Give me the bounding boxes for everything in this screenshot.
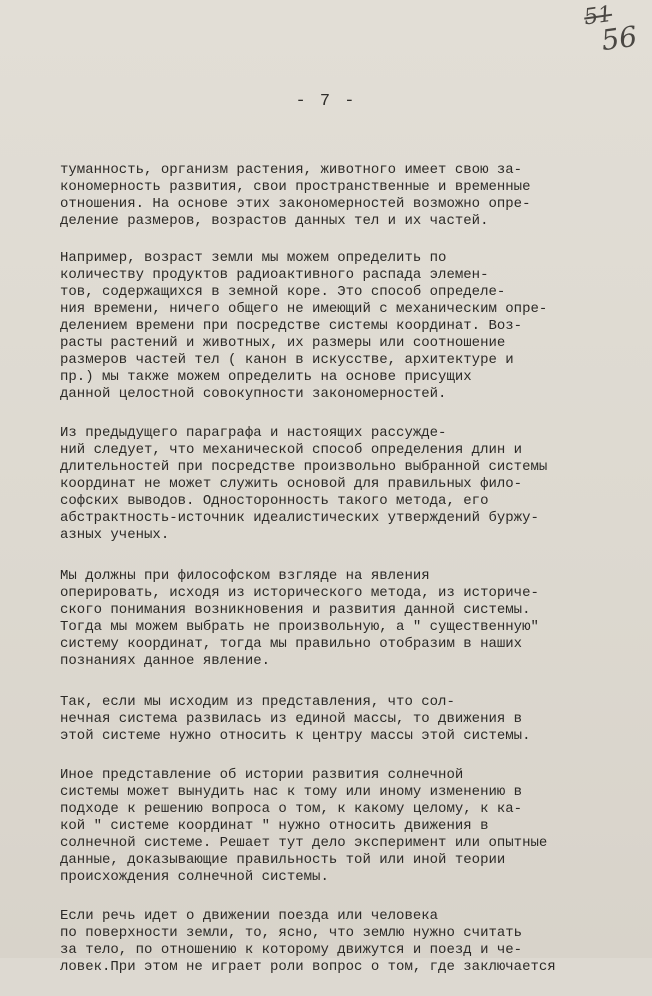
paragraph: [60, 250, 616, 403]
text-line: солнечной системе. Решает тут дело эксперимент или опытные: [60, 835, 548, 851]
text-line: азных ученых.: [60, 527, 170, 543]
text-line: нечная система развилась из единой массы, то движения в: [60, 711, 523, 727]
paragraph: [60, 908, 616, 976]
text-line: отношения. На основе этих закономерностей возможно опре-: [60, 196, 531, 212]
paragraph: [60, 767, 616, 886]
archive-folio-number: [582, 0, 639, 59]
paragraph: [60, 162, 616, 230]
text-line: Например, возраст земли мы можем определить по: [60, 250, 447, 266]
text-line: делением времени при посредстве системы координат. Воз-: [60, 318, 523, 334]
text-line: туманность, организм растения, животного имеет свою за-: [60, 162, 523, 178]
text-line: по поверхности земли, то, ясно, что землю нужно считать: [60, 925, 523, 941]
page-number: - 7 -: [295, 92, 357, 111]
text-line: Из предыдущего параграфа и настоящих рассужде-: [60, 425, 447, 441]
struck-folio-number: 51: [582, 1, 614, 31]
text-line: кой " системе координат " нужно относить движения в: [60, 818, 489, 834]
text-line: Так, если мы исходим из представления, что сол-: [60, 694, 455, 710]
text-line: системы может вынудить нас к тому или иному изменению в: [60, 784, 523, 800]
text-line: за тело, по отношению к которому движутся и поезд и че-: [60, 942, 523, 958]
text-line: познаниях данное явление.: [60, 653, 271, 669]
text-line: происхождения солнечной системы.: [60, 869, 329, 885]
text-line: размеров частей тел ( канон в искусстве, архитектуре и: [60, 352, 514, 368]
text-line: ского понимания возникновения и развития данной системы.: [60, 602, 531, 618]
folio-number: 56: [599, 19, 640, 58]
text-line: расты растений и животных, их размеры или соотношение: [60, 335, 506, 351]
text-line: ний следует, что механической способ определения длин и: [60, 442, 523, 458]
text-line: координат не может служить основой для правильных фило-: [60, 476, 523, 492]
text-line: софских выводов. Односторонность такого метода, его: [60, 493, 489, 509]
text-line: длительностей при посредстве произвольно выбранной системы: [60, 459, 548, 475]
text-line: Мы должны при философском взгляде на явления: [60, 568, 430, 584]
paragraph: [60, 568, 616, 670]
text-line: Если речь идет о движении поезда или человека: [60, 908, 439, 924]
text-line: тов, содержащихся в земной коре. Это способ определе-: [60, 284, 506, 300]
text-line: абстрактность-источник идеалистических утверждений буржу-: [60, 510, 539, 526]
paragraph: [60, 694, 616, 745]
text-line: деление размеров, возрастов данных тел и их частей.: [60, 213, 489, 229]
text-line: Иное представление об истории развития солнечной: [60, 767, 464, 783]
text-line: подходе к решению вопроса о том, к какому целому, к ка-: [60, 801, 523, 817]
text-line: ния времени, ничего общего не имеющий с механическим опре-: [60, 301, 548, 317]
text-line: данной целостной совокупности закономерностей.: [60, 386, 447, 402]
text-line: систему координат, тогда мы правильно отобразим в наших: [60, 636, 523, 652]
text-line: пр.) мы также можем определить на основе присущих: [60, 369, 472, 385]
text-line: данные, доказывающие правильность той или иной теории: [60, 852, 506, 868]
text-line: этой системе нужно относить к центру массы этой системы.: [60, 728, 531, 744]
paragraph: [60, 425, 616, 544]
text-line: кономерность развития, свои пространственные и временные: [60, 179, 531, 195]
text-line: оперировать, исходя из исторического метода, из историче-: [60, 585, 539, 601]
text-line: Тогда мы можем выбрать не произвольную, а " существенную": [60, 619, 539, 635]
body-text: [60, 162, 616, 996]
text-line: количеству продуктов радиоактивного распада элемен-: [60, 267, 489, 283]
text-line: ловек.При этом не играет роли вопрос о том, где заключается: [60, 959, 556, 975]
